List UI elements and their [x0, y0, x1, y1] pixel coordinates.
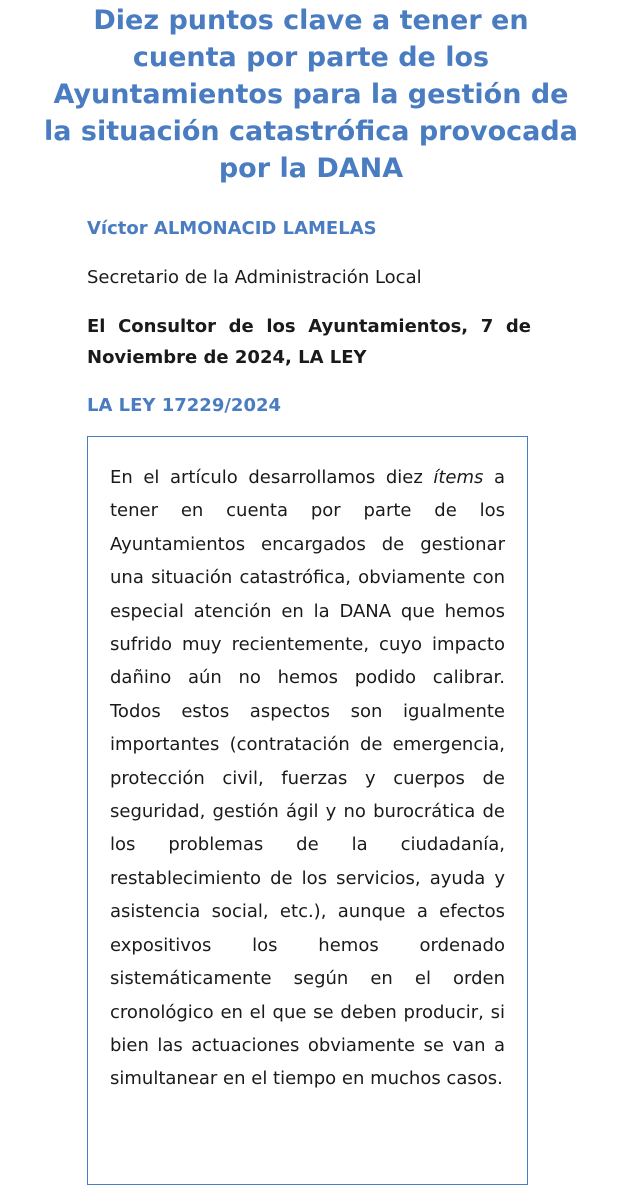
publication-source: El Consultor de los Ayuntamientos, 7 de Noviembre de 2024, LA LEY [87, 316, 531, 368]
abstract-emphasis: ítems [433, 467, 484, 488]
abstract-body: a tener en cuenta por parte de los Ayuntamientos encargados de gestionar una situación catastrófica, obviamente con especial atención en la DANA que hemos sufrido muy recientemente, cuyo impacto dañino aún no hemos podido calibrar. Todos estos aspectos son igualmente importantes (contratación de emergencia, protección civil, fuerzas y cuerpos de seguridad, gestión ágil y no burocrática de los problemas de la ciudadanía, restablecimiento de los servicios, ayuda y asistencia social, etc.), aunque a efectos expositivos los hemos ordenado sistemáticamente según en el orden cronológico en el que se deben producir, si bien las actuaciones obviamente se van a simultanear en el tiempo en muchos casos. [110, 467, 505, 1090]
abstract-text [110, 461, 505, 1096]
author-name: Víctor ALMONACID LAMELAS [87, 218, 377, 239]
abstract-box [87, 436, 528, 1185]
article-title: Diez puntos clave a tener en cuenta por parte de los Ayuntamientos para la gestión de la situación catastrófica provocada por la DANA [44, 5, 578, 184]
legal-reference: LA LEY 17229/2024 [87, 395, 282, 416]
author-position: Secretario de la Administración Local [87, 267, 422, 288]
abstract-lead: En el artículo desarrollamos diez [110, 467, 434, 488]
